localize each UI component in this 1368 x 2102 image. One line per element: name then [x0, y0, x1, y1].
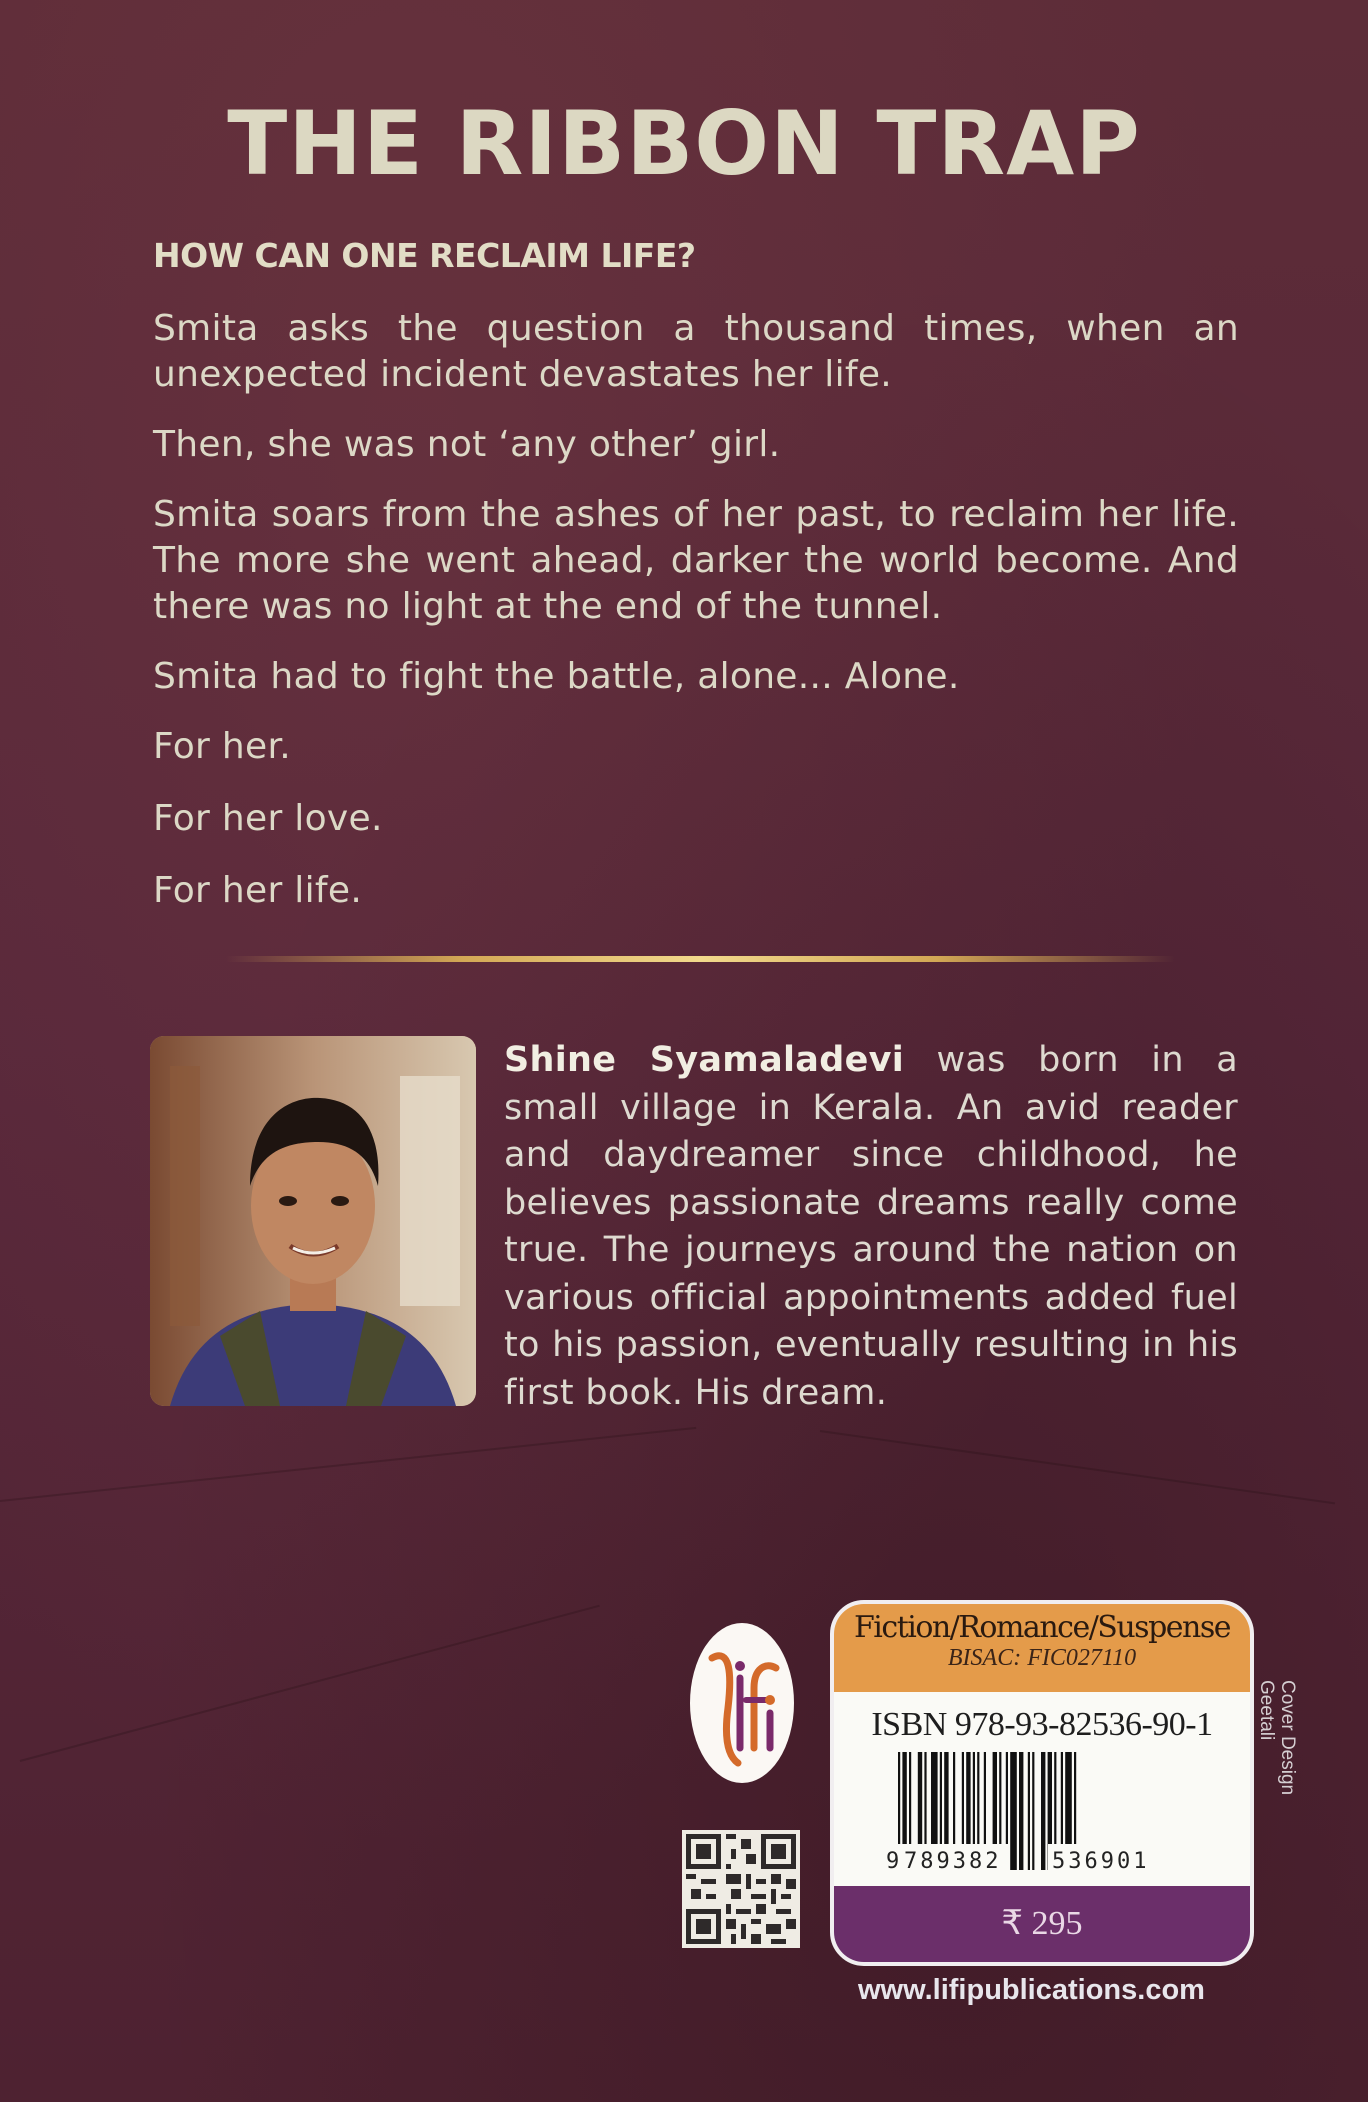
cover-crease [20, 1605, 600, 1762]
author-bio-text: was born in a small village in Kerala. An avid reader and daydreamer since childhood, he believes passionate dreams really come true. The journeys around the nation on various official appointments added fuel to his passion, eventually resulting in his first book. His dream. [504, 1040, 1238, 1413]
genre-band [834, 1604, 1250, 1692]
blurb [153, 306, 1239, 938]
barcode-bar [1028, 1752, 1030, 1870]
publisher-website: www.lifipublications.com [858, 1974, 1205, 2006]
cover-crease [0, 1427, 696, 1502]
bisac-code: BISAC: FIC027110 [947, 1645, 1137, 1671]
blurb-paragraph: Smita soars from the ashes of her past, to reclaim her life. The more she went ahead, darker the world become. And there was no light at the end of the tunnel. [153, 494, 1239, 627]
blurb-paragraph: Smita asks the question a thousand times, when an unexpected incident devastates her life. [153, 308, 1239, 395]
blurb-paragraph: Smita had to fight the battle, alone... Alone. [153, 656, 960, 697]
author-bio [504, 1037, 1238, 1417]
golden-divider [225, 956, 1175, 962]
barcode-label [830, 1600, 1254, 1966]
cover-crease [820, 1430, 1335, 1504]
credit-line: Geetali [1256, 1680, 1277, 1741]
lifi-logo-icon [682, 1618, 802, 1788]
barcode-icon [882, 1748, 1202, 1878]
price: ₹ 295 [1001, 1905, 1083, 1942]
barcode-digits-left: 789382 [904, 1849, 1002, 1874]
author-portrait-image [150, 1036, 476, 1406]
credit-line: Cover Design [1277, 1680, 1298, 1796]
price-band [834, 1886, 1250, 1962]
blurb-paragraph: For her life. [153, 870, 363, 911]
author-name: Shine Syamaladevi [504, 1040, 905, 1080]
barcode-bar [1010, 1752, 1017, 1870]
blurb-paragraph: For her love. [153, 798, 383, 839]
blurb-paragraph: Then, she was not ‘any other’ girl. [153, 424, 781, 465]
genre-text: Fiction/Romance/Suspense [853, 1610, 1231, 1645]
isbn-number: ISBN 978-93-82536-90-1 [871, 1706, 1213, 1743]
barcode-bar [1041, 1752, 1045, 1870]
barcode-bar [1032, 1752, 1034, 1870]
blurb-paragraph: For her. [153, 726, 291, 767]
author-portrait [150, 1036, 476, 1406]
tagline: HOW CAN ONE RECLAIM LIFE? [153, 236, 696, 275]
qr-code-icon [682, 1830, 800, 1948]
book-title: THE RIBBON TRAP [227, 92, 1141, 195]
barcode-digit-lead: 9 [886, 1849, 900, 1874]
barcode-bar [1019, 1752, 1023, 1870]
barcode-digits-right: 536901 [1052, 1849, 1150, 1874]
